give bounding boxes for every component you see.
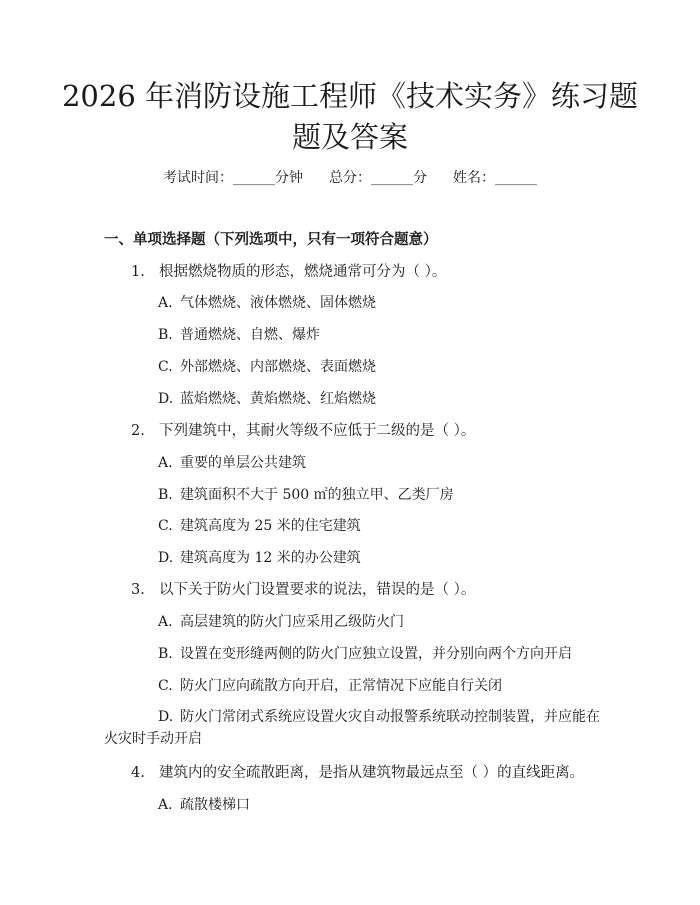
question-3-option-c (158, 676, 502, 696)
question-number: 2. (131, 423, 145, 439)
question-2-option-b (158, 485, 454, 505)
score-unit: 分 (413, 170, 427, 186)
document-title-line-1: 2026 年消防设施工程师《技术实务》练习题 (61, 79, 639, 113)
option-text: 建筑高度为 12 米的办公建筑 (180, 550, 361, 566)
question-text: 下列建筑中，其耐火等级不应低于二级的是（ ）。 (159, 423, 476, 439)
score-blank: ______ (371, 170, 413, 186)
option-text: 建筑面积不大于 500 ㎡的独立甲、乙类厂房 (180, 487, 454, 503)
question-2-option-a (158, 453, 306, 473)
exam-info (0, 168, 700, 188)
option-letter: D. (158, 709, 174, 725)
question-text: 以下关于防火门设置要求的说法，错误的是（ ）。 (159, 582, 476, 598)
question-text: 根据燃烧物质的形态，燃烧通常可分为（ ）。 (159, 264, 447, 280)
option-text-line-1: 防火门常闭式系统应设置火灾自动报警系统联动控制装置，并应能在 (180, 709, 600, 725)
question-1-option-d (158, 389, 376, 409)
name-blank: ______ (495, 170, 537, 186)
question-1-option-c (158, 357, 376, 377)
question-1-option-b (158, 325, 320, 345)
option-letter: A. (158, 614, 173, 630)
question-text: 建筑内的安全疏散距离，是指从建筑物最远点至（ ）的直线距离。 (159, 765, 585, 781)
question-number: 3. (131, 582, 145, 598)
option-letter: B. (158, 487, 173, 503)
time-blank: ______ (233, 170, 275, 186)
option-text: 设置在变形缝两侧的防火门应独立设置，并分别向两个方向开启 (180, 646, 572, 662)
option-text: 疏散楼梯口 (180, 797, 250, 813)
score-label: 总分： (329, 170, 371, 186)
option-letter: A. (158, 295, 173, 311)
option-text: 外部燃烧、内部燃烧、表面燃烧 (180, 359, 376, 375)
option-letter: A. (158, 797, 173, 813)
question-1-option-a (158, 293, 376, 313)
question-2-option-d (158, 548, 361, 568)
option-letter: C. (158, 518, 173, 534)
question-3-option-b (158, 644, 572, 664)
option-letter: D. (158, 391, 174, 407)
option-letter: A. (158, 455, 173, 471)
time-unit: 分钟 (275, 170, 303, 186)
name-label: 姓名： (453, 170, 495, 186)
option-text: 重要的单层公共建筑 (180, 455, 306, 471)
option-letter: C. (158, 359, 173, 375)
question-3-option-d (104, 706, 600, 750)
option-text: 防火门应向疏散方向开启，正常情况下应能自行关闭 (180, 678, 502, 694)
question-3-option-a (158, 612, 404, 632)
option-letter: D. (158, 550, 174, 566)
document-title-line-2: 题及答案 (291, 120, 408, 154)
option-text: 普通燃烧、自燃、爆炸 (180, 327, 320, 343)
option-text: 高层建筑的防火门应采用乙级防火门 (180, 614, 404, 630)
question-number: 1. (131, 264, 145, 280)
question-4-option-a (158, 795, 250, 815)
option-letter: B. (158, 646, 173, 662)
option-letter: B. (158, 327, 173, 343)
option-text-line-2: 火灾时手动开启 (104, 731, 202, 747)
option-text: 气体燃烧、液体燃烧、固体燃烧 (180, 295, 376, 311)
question-2-option-c (158, 516, 361, 536)
option-text: 建筑高度为 25 米的住宅建筑 (180, 518, 361, 534)
option-letter: C. (158, 678, 173, 694)
option-text: 蓝焰燃烧、黄焰燃烧、红焰燃烧 (180, 391, 376, 407)
time-label: 考试时间： (163, 170, 233, 186)
question-number: 4. (131, 765, 145, 781)
section-heading: 一、单项选择题（下列选项中，只有一项符合题意） (104, 232, 438, 248)
